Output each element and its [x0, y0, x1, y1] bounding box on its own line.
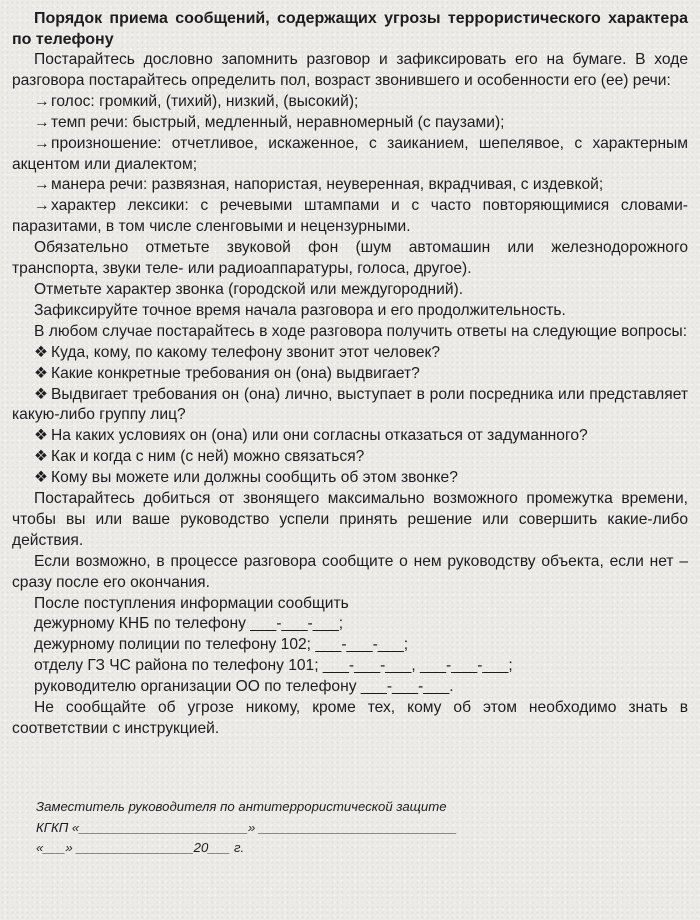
list-item-text: На каких условиях он (она) или они согласны отказаться от задуманного?	[51, 427, 588, 445]
list-item-text: Кому вы можете или должны сообщить об этом звонке?	[51, 469, 458, 487]
signature-block	[36, 797, 457, 859]
questions-list	[12, 343, 688, 489]
signature-date-line: «___» ________________20___ г.	[36, 840, 245, 855]
list-item-text: Какие конкретные требования он (она) выдвигает?	[51, 364, 420, 382]
list-item	[12, 385, 688, 427]
contact-line: руководителю организации ОО по телефону ___-___-___.	[34, 678, 454, 696]
questions-intro: В любом случае постарайтесь в ходе разговора получить ответы на следующие вопросы:	[34, 322, 688, 340]
list-item-text: Как и когда с ним (с ней) можно связаться?	[51, 448, 365, 466]
list-item	[12, 92, 688, 113]
list-item	[12, 196, 688, 238]
signature-position: Заместитель руководителя по антитеррористической защите	[36, 799, 447, 814]
list-item	[12, 364, 688, 385]
list-item-text: произношение: отчетливое, искаженное, с заиканием, шепелявое, с характерным акцентом или диалектом;	[12, 134, 688, 173]
list-item	[12, 175, 688, 196]
contact-line: дежурному КНБ по телефону ___-___-___;	[34, 615, 344, 633]
list-item-text: манера речи: развязная, напористая, неуверенная, вкрадчивая, с издевкой;	[51, 176, 604, 194]
intro-paragraph: Постарайтесь дословно запомнить разговор и зафиксировать его на бумаге. В ходе разговора постарайтесь определить пол, возраст звонившего и особенности его (ее) речи:	[12, 51, 688, 89]
list-item-text: характер лексики: с речевыми штампами и с часто повторяющимися словами-паразитами, в том числе сленговыми и нецензурными.	[12, 197, 688, 236]
document-title: Порядок приема сообщений, содержащих угрозы террористического характера по телефону	[12, 10, 688, 48]
report-note: Если возможно, в процессе разговора сообщите о нем руководству объекта, если нет – сразу после его окончания.	[12, 552, 688, 591]
contacts-list	[12, 614, 688, 698]
arrow-icon: →	[34, 197, 50, 215]
list-item-text: голос: громкий, (тихий), низкий, (высокий);	[51, 92, 359, 110]
contact-line: отделу ГЗ ЧС района по телефону 101; ___-___-___, ___-___-___;	[34, 657, 513, 675]
diamond-bullet-icon: ❖	[34, 343, 48, 361]
signature-org-line: КГКП «_______________________» ___________________________	[36, 819, 457, 835]
background-note: Обязательно отметьте звуковой фон (шум автомашин или железнодорожного транспорта, звуки теле- или радиоаппаратуры, голоса, другое).	[12, 239, 688, 278]
after-info-heading: После поступления информации сообщить	[34, 594, 349, 612]
list-item	[12, 447, 688, 468]
list-item-text: темп речи: быстрый, медленный, неравномерный (с паузами);	[51, 113, 505, 131]
list-item	[12, 134, 688, 176]
speech-features-list	[12, 92, 688, 238]
closing-note: Не сообщайте об угрозе никому, кроме тех, кому об этом необходимо знать в соответствии с инструкцией.	[12, 699, 688, 737]
list-item	[12, 113, 688, 134]
diamond-bullet-icon: ❖	[34, 427, 48, 445]
arrow-icon: →	[34, 134, 50, 152]
time-gain-note: Постарайтесь добиться от звонящего максимально возможного промежутка времени, чтобы вы или ваше руководство успели принять решение или совершить какие-либо действия.	[12, 490, 688, 549]
diamond-bullet-icon: ❖	[34, 364, 48, 382]
time-note: Зафиксируйте точное время начала разговора и его продолжительность.	[34, 301, 566, 319]
list-item-text: Куда, кому, по какому телефону звонит этот человек?	[51, 343, 440, 361]
arrow-icon: →	[34, 176, 50, 194]
diamond-bullet-icon: ❖	[34, 385, 48, 403]
contact-line: дежурному полиции по телефону 102; ___-___-___;	[34, 636, 409, 654]
list-item-text: Выдвигает требования он (она) лично, выступает в роли посредника или представляет какую-либо группу лиц?	[12, 385, 688, 424]
arrow-icon: →	[34, 113, 50, 131]
list-item	[12, 343, 688, 364]
list-item	[12, 468, 688, 489]
diamond-bullet-icon: ❖	[34, 448, 48, 466]
list-item	[12, 426, 688, 447]
call-type-note: Отметьте характер звонка (городской или междугородний).	[34, 280, 464, 298]
arrow-icon: →	[34, 92, 50, 110]
diamond-bullet-icon: ❖	[34, 469, 48, 487]
